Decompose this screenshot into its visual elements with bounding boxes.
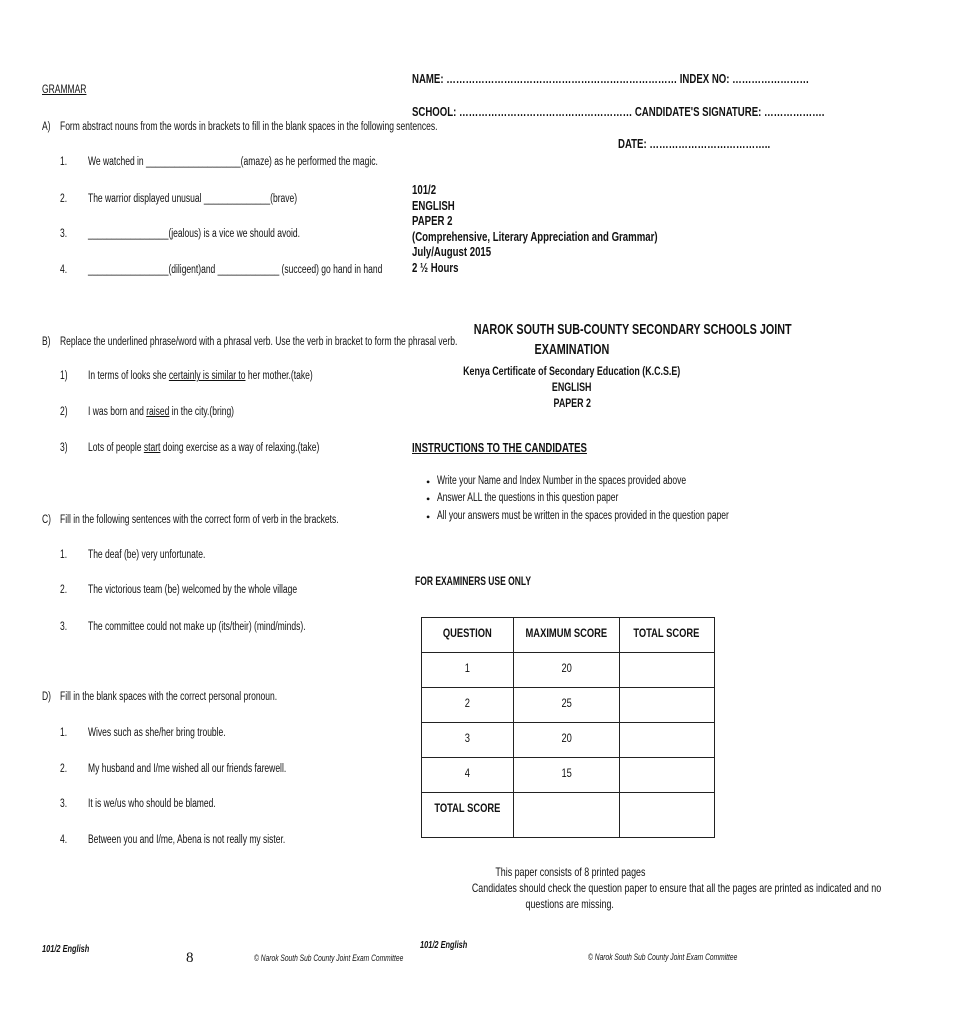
exam-title-block (412, 321, 792, 339)
paper-description: (Comprehensive, Literary Appreciation and Grammar) (412, 228, 658, 244)
d-item-text: My husband and I/me wished all our friends farewell. (88, 763, 287, 775)
kcse-line: Kenya Certificate of Secondary Education (K.C.S.E) (463, 364, 681, 378)
section-b-label: B) (42, 336, 51, 348)
header-total-score: TOTAL SCORE (619, 618, 714, 653)
school-signature-field: SCHOOL: ……………………………………………… CANDIDATE'S SIGNATURE: ………………. (412, 104, 825, 119)
bullet-icon: • (426, 492, 431, 506)
c-item-text: The committee could not make up (its/their) (mind/minds). (88, 621, 306, 633)
total-score-cell[interactable] (619, 653, 714, 688)
left-page-number: 8 (186, 950, 194, 966)
c-item-text: The deaf (be) very unfortunate. (88, 549, 206, 561)
b-item-text: I was born and raised in the city.(bring) (88, 406, 235, 418)
a-item-text: The warrior displayed unusual ______________(brave) (88, 193, 298, 205)
a-item-num: 4. (60, 264, 68, 276)
total-score-cell[interactable] (619, 723, 714, 758)
total-score-cell[interactable] (619, 688, 714, 723)
section-d-label: D) (42, 691, 51, 703)
a-item-num: 1. (60, 156, 68, 168)
max-score-cell: 20 (513, 723, 619, 758)
subject-line: ENGLISH (552, 380, 592, 394)
name-index-field: NAME: ……………………………………………………………… INDEX NO: …………………… (412, 71, 810, 86)
b-item-num: 3) (60, 442, 68, 454)
exam-subtitle-block (412, 363, 732, 411)
section-c-label: C) (42, 514, 51, 526)
table-row (422, 688, 715, 723)
d-item-text: It is we/us who should be blamed. (88, 798, 216, 810)
d-item-text: Between you and I/me, Abena is not really my sister. (88, 834, 286, 846)
d-item-text: Wives such as she/her bring trouble. (88, 727, 226, 739)
paper-number: PAPER 2 (412, 213, 453, 228)
a-item-text: We watched in ____________________(amaze) as he performed the magic. (88, 156, 378, 168)
total-score-cell[interactable] (619, 758, 714, 793)
max-score-cell: 15 (513, 758, 619, 793)
question-cell: 1 (422, 653, 514, 688)
score-table (421, 617, 715, 838)
paper-details (412, 182, 658, 275)
total-score-value-cell[interactable] (619, 793, 714, 838)
paper-duration: 2 ½ Hours (412, 259, 459, 275)
b-item-num: 2) (60, 406, 68, 418)
max-score-cell: 25 (513, 688, 619, 723)
c-item-num: 1. (60, 549, 68, 561)
note-line: questions are missing. (525, 897, 615, 911)
table-row (422, 653, 715, 688)
examiners-heading: FOR EXAMINERS USE ONLY (415, 576, 532, 588)
left-footer-copyright: © Narok South Sub County Joint Exam Committee (254, 953, 404, 963)
paper-code: 101/2 (412, 182, 437, 197)
c-item-num: 2. (60, 584, 68, 596)
paper-subject: ENGLISH (412, 197, 455, 213)
section-b-instruction: Replace the underlined phrase/word with a phrasal verb. Use the verb in bracket to form the phrasal verb. (60, 336, 458, 348)
a-item-num: 2. (60, 193, 68, 205)
section-c-instruction: Fill in the following sentences with the correct form of verb in the brackets. (60, 514, 339, 526)
paper-session: July/August 2015 (412, 244, 492, 259)
table-row (422, 758, 715, 793)
question-cell: 2 (422, 688, 514, 723)
d-item-num: 3. (60, 798, 68, 810)
header-max-score: MAXIMUM SCORE (513, 618, 619, 653)
a-item-text: _________________(jealous) is a vice we should avoid. (88, 228, 300, 240)
grammar-heading: GRAMMAR (42, 84, 87, 96)
total-max-cell (513, 793, 619, 838)
max-score-cell: 20 (513, 653, 619, 688)
paper-line: PAPER 2 (553, 396, 591, 410)
question-cell: 3 (422, 723, 514, 758)
instruction-item: All your answers must be written in the spaces provided in the question paper (437, 510, 729, 522)
section-a-instruction: Form abstract nouns from the words in brackets to fill in the blank spaces in the following sentences. (60, 121, 438, 133)
table-row (422, 723, 715, 758)
page-note (400, 864, 882, 912)
exam-title-block-2 (412, 341, 732, 359)
d-item-num: 2. (60, 763, 68, 775)
c-item-num: 3. (60, 621, 68, 633)
b-item-text: Lots of people start doing exercise as a way of relaxing.(take) (88, 442, 320, 454)
section-d-instruction: Fill in the blank spaces with the correct personal pronoun. (60, 691, 278, 703)
section-a-label: A) (42, 121, 51, 133)
d-item-num: 4. (60, 834, 68, 846)
exam-title-line1: NAROK SOUTH SUB-COUNTY SECONDARY SCHOOLS JOINT (473, 321, 792, 338)
total-row (422, 793, 715, 838)
date-field: DATE: ……………………………….. (618, 136, 771, 151)
left-footer-code: 101/2 English (42, 944, 90, 955)
question-cell: 4 (422, 758, 514, 793)
c-item-text: The victorious team (be) welcomed by the whole village (88, 584, 298, 596)
score-table-header (422, 618, 715, 653)
b-item-text: In terms of looks she certainly is similar to her mother.(take) (88, 370, 313, 382)
note-line: This paper consists of 8 printed pages (494, 865, 646, 879)
bullet-icon: • (426, 475, 431, 489)
bullet-icon: • (426, 510, 431, 524)
b-item-num: 1) (60, 370, 68, 382)
right-footer-code: 101/2 English (420, 940, 468, 951)
d-item-num: 1. (60, 727, 68, 739)
a-item-num: 3. (60, 228, 68, 240)
instruction-item: Answer ALL the questions in this question paper (437, 492, 619, 504)
exam-title-line2: EXAMINATION (534, 341, 610, 358)
note-line: Candidates should check the question paper to ensure that all the pages are printed as indicated and no (471, 881, 882, 895)
instruction-item: Write your Name and Index Number in the spaces provided above (437, 475, 687, 487)
total-score-label: TOTAL SCORE (422, 793, 514, 838)
right-footer-copyright: © Narok South Sub County Joint Exam Committee (588, 952, 738, 962)
header-question: QUESTION (422, 618, 514, 653)
a-item-text: _________________(diligent)and _____________ (succeed) go hand in hand (88, 264, 383, 276)
instructions-heading: INSTRUCTIONS TO THE CANDIDATES (412, 440, 587, 455)
